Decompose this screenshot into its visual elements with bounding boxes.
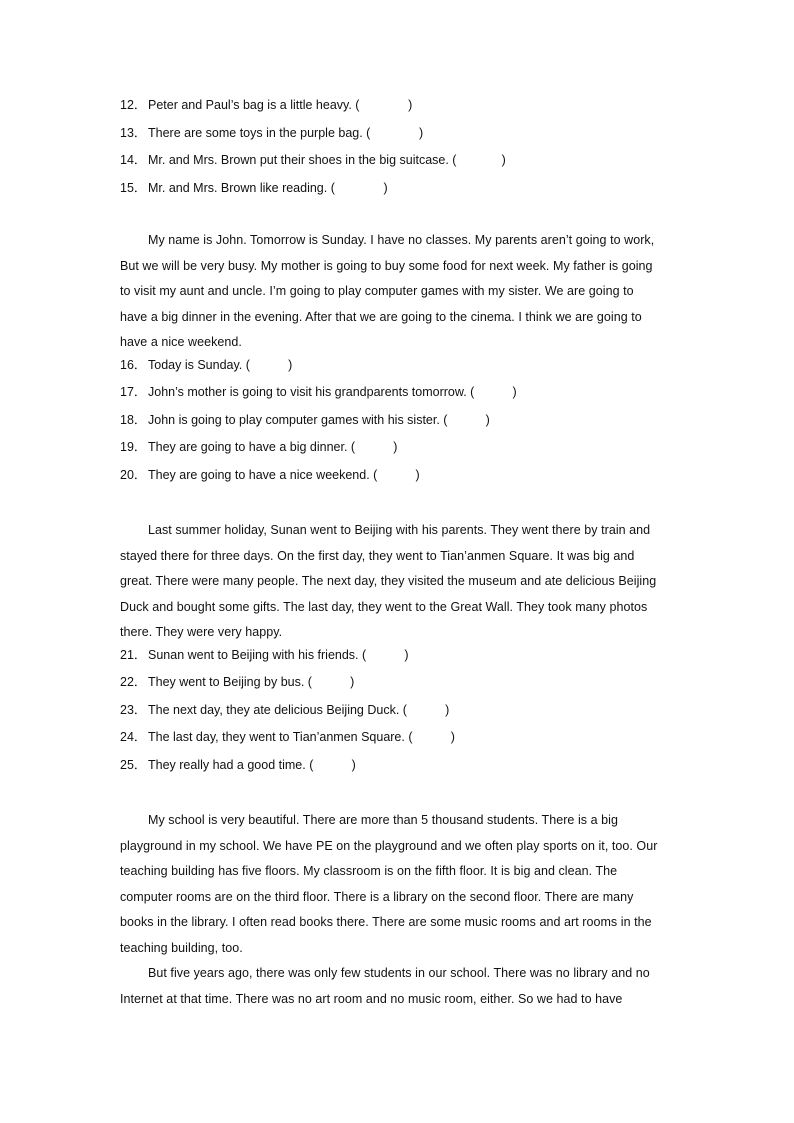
passage-school-continued: But five years ago, there was only few students in our school. There was no library and no Internet at that time. There was no art room and no music room, either. So we had to have (120, 966, 650, 1006)
question-19: 19． They are going to have a big dinner. ( ) (120, 440, 398, 454)
question-12: 12． Peter and Paul’s bag is a little heavy. ( ) (120, 98, 413, 112)
passage-school: My school is very beautiful. There are more than 5 thousand students. There is a big playground in my school. We have PE on the playground and we often play sports on it, too. Our teaching building has five floors. My classroom is on the fifth floor. It is big and clean. The computer rooms are on the third floor. There is a library on the second floor. There are many books in the library. I often read books there. There are some music rooms and art rooms in the teaching building, too. (120, 813, 658, 955)
question-23: 23． The next day, they ate delicious Beijing Duck. ( ) (120, 702, 450, 717)
question-25: 25． They really had a good time. ( ) (120, 757, 356, 772)
question-16: 16． Today is Sunday. ( ) (120, 357, 293, 372)
question-17: 17． John’s mother is going to visit his grandparents tomorrow. ( ) (120, 385, 517, 399)
question-18: 18． John is going to play computer games with his sister. ( ) (120, 412, 490, 427)
passage-sunan: Last summer holiday, Sunan went to Beijing with his parents. They went there by train and stayed there for three days. On the first day, they went to Tian’anmen Square. It was big and great. There were many people. The next day, they visited the museum and ate delicious Beijing Duck and bought some gifts. The last day, they went to the Great Wall. They took many photos there. They were very happy. (120, 523, 657, 639)
question-13: 13． There are some toys in the purple bag. ( ) (120, 125, 424, 140)
exam-page (120, 96, 680, 1012)
question-group-16-20 (120, 356, 680, 494)
question-21: 21． Sunan went to Beijing with his friends. ( ) (120, 647, 409, 662)
question-group-12-15 (120, 96, 680, 206)
question-24: 24． The last day, they went to Tian’anmen Square. ( ) (120, 730, 455, 744)
question-15: 15． Mr. and Mrs. Brown like reading. ( ) (120, 180, 388, 195)
question-14: 14． Mr. and Mrs. Brown put their shoes in the big suitcase. ( ) (120, 153, 506, 167)
question-22: 22． They went to Beijing by bus. ( ) (120, 675, 355, 689)
question-20: 20． They are going to have a nice weekend. ( ) (120, 467, 420, 482)
passage-john: My name is John. Tomorrow is Sunday. I have no classes. My parents aren’t going to work, But we will be very busy. My mother is going to buy some food for next week. My father is going to visit my aunt and uncle. I’m going to play computer games with my sister. We are going to have a big dinner in the evening. After that we are going to the cinema. I think we are going to have a nice weekend. (120, 233, 655, 349)
question-group-21-25 (120, 646, 680, 784)
